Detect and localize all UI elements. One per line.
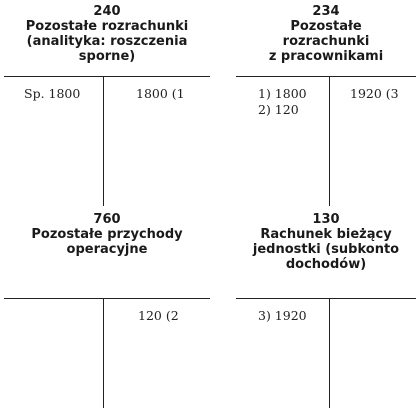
entry: 1) 1800 (258, 86, 307, 101)
debit-side (258, 86, 307, 118)
entry: 1920 (3 (350, 86, 399, 101)
account-number: 234 (312, 4, 340, 19)
account-name-line: operacyjne (66, 242, 148, 257)
t-account-divider (103, 76, 104, 206)
credit-side (136, 86, 185, 102)
account-name-line: Rachunek bieżący (260, 227, 392, 242)
account-name-line: Pozostałe (290, 19, 362, 34)
credit-side (138, 308, 179, 324)
account-name-line: (analityka: roszczenia (26, 34, 188, 49)
entry: Sp. 1800 (24, 86, 81, 101)
t-account-top-line (236, 76, 416, 77)
account-number: 240 (93, 4, 121, 19)
account-number: 130 (312, 212, 340, 227)
account-number: 760 (93, 212, 121, 227)
account-name-line: dochodów) (285, 257, 367, 272)
t-account-divider (329, 76, 330, 206)
account-header (4, 4, 210, 64)
t-account-top-line (236, 298, 416, 299)
account-header (236, 212, 416, 272)
entry: 1800 (1 (136, 86, 185, 101)
t-account-130 (236, 212, 416, 408)
account-name-line: Pozostałe rozrachunki (25, 19, 189, 34)
entry: 120 (2 (138, 308, 179, 323)
t-account-top-line (4, 298, 210, 299)
debit-side (258, 308, 307, 324)
t-account-760 (4, 212, 210, 408)
debit-side (24, 86, 80, 102)
account-name-line: Pozostałe przychody (31, 227, 183, 242)
account-name-line: sporne) (78, 49, 136, 64)
credit-side (350, 86, 399, 102)
entry: 3) 1920 (258, 308, 307, 323)
entry: 2) 120 (258, 102, 299, 117)
t-account-divider (103, 298, 104, 408)
account-name-line: z pracownikami (268, 49, 384, 64)
t-account-top-line (4, 76, 210, 77)
account-header (4, 212, 210, 257)
t-account-divider (329, 298, 330, 408)
account-name-line: rozrachunki (282, 34, 370, 49)
account-header (236, 4, 416, 64)
account-name-line: jednostki (subkonto (252, 242, 400, 257)
